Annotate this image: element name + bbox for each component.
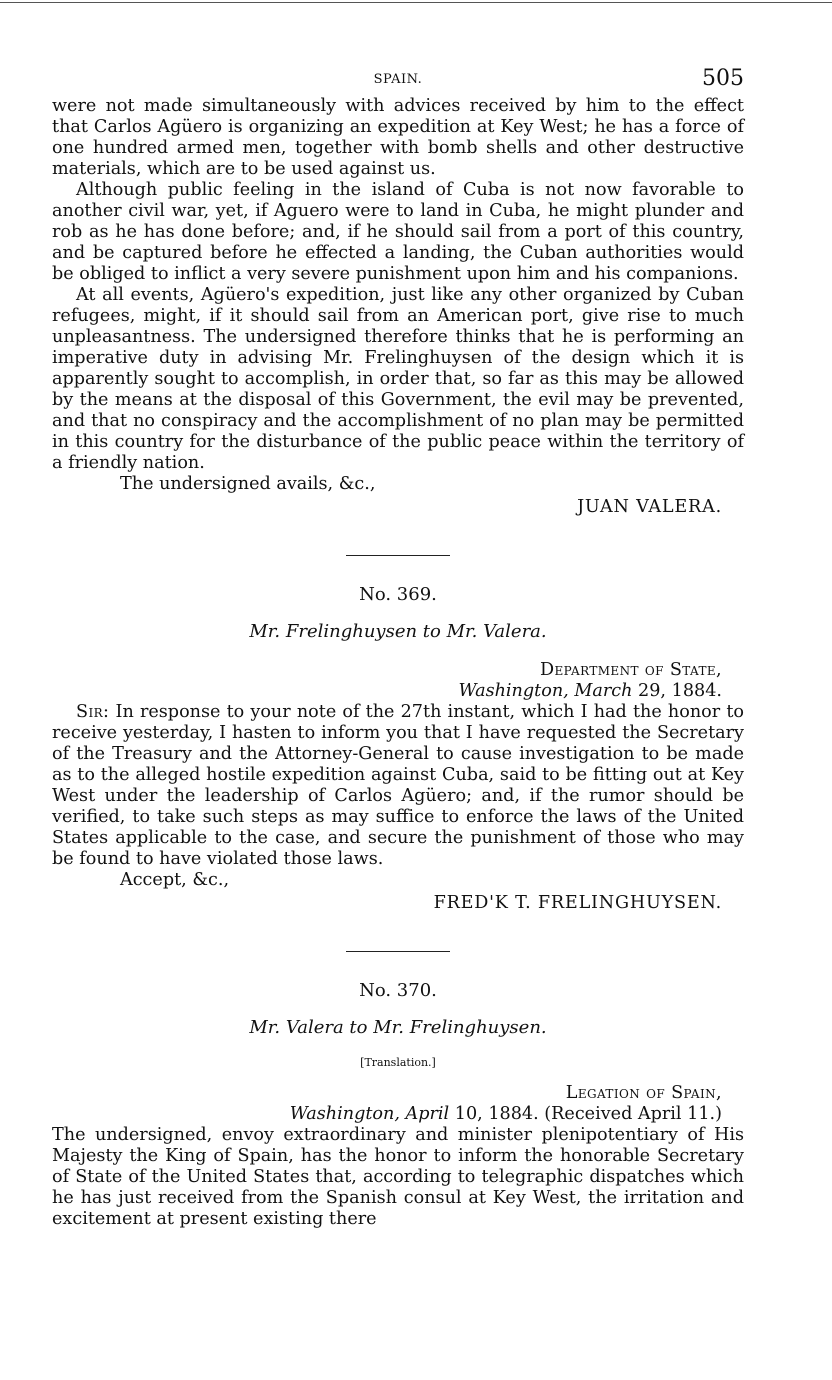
doc369-number: No. 369.	[359, 584, 437, 605]
doc370-translation-note: [Translation.]	[360, 1056, 436, 1069]
page-number: 505	[702, 66, 744, 91]
doc369-salutation: Sir:	[76, 702, 110, 722]
doc370-number: No. 370.	[359, 980, 437, 1001]
page-header	[52, 62, 744, 96]
doc368-signature: JUAN VALERA.	[577, 497, 722, 517]
doc369-office: Department of State,	[540, 660, 722, 680]
doc368-paragraph-1: were not made simultaneously with advices received by him to the effect that Carlos Agüero is organizing an expedition at Key West; he has a force of one hundred armed men, together with bomb shells and other destructive materials, which are to be used against us.	[52, 96, 744, 179]
doc369-dateline	[52, 660, 744, 702]
doc369-closing: Accept, &c.,	[120, 870, 230, 890]
doc368-closing: The undersigned avails, &c.,	[120, 474, 376, 494]
section-divider	[346, 555, 450, 556]
doc370-heading: Mr. Valera to Mr. Frelinghuysen.	[249, 1017, 547, 1038]
doc368-paragraph-2: Although public feeling in the island of Cuba is not now favorable to another civil war, yet, if Aguero were to land in Cuba, he might plunder and rob as he has done before; and, if he should sail from a port of this country, and be captured before he effected a landing, the Cuban authorities would be obliged to inflict a very severe punishment upon him and his companions.	[52, 180, 744, 284]
doc369-body: Sir: In response to your note of the 27th instant, which I had the honor to receive yesterday, I hasten to inform you that I have requested the Secretary of the Treasury and the Attorney-General to cause investigation to be made as to the alleged hostile expedition against Cuba, said to be fitting out at Key West under the leadership of Carlos Agüero; and, if the rumor should be verified, to take such steps as may suffice to enforce the laws of the United States applicable to the case, and secure the punishment of those who may be found to have violated those laws.	[52, 702, 744, 869]
doc369-heading: Mr. Frelinghuysen to Mr. Valera.	[249, 621, 547, 642]
doc368-paragraph-3: At all events, Agüero's expedition, just like any other organized by Cuban refugees, might, if it should sail from an American port, give rise to much unpleasantness. The undersigned therefore thinks that he is performing an imperative duty in advising Mr. Frelinghuysen of the design which it is apparently sought to accomplish, in order that, so far as this may be allowed by the means at the disposal of this Government, the evil may be prevented, and that no conspiracy and the accomplishment of no plan may be permitted in this country for the disturbance of the public peace within the territory of a friendly nation.	[52, 285, 744, 473]
doc370-date: Washington, April 10, 1884. (Received April 11.)	[289, 1104, 722, 1124]
doc370-body: The undersigned, envoy extraordinary and minister plenipotentiary of His Majesty the King of Spain, has the honor to inform the honorable Secretary of State of the United States that, according to telegraphic dispatches which he has just received from the Spanish consul at Key West, the irritation and excitement at present existing there	[52, 1125, 744, 1229]
doc370-dateline	[52, 1083, 744, 1125]
top-rule	[0, 2, 832, 3]
doc370-office: Legation of Spain,	[565, 1083, 722, 1103]
doc369-date: Washington, March 29, 1884.	[458, 681, 722, 701]
section-divider-2	[346, 951, 450, 952]
running-head: SPAIN.	[373, 72, 423, 87]
doc369-signature: FRED'K T. FRELINGHUYSEN.	[433, 893, 722, 913]
document-page	[52, 62, 744, 1230]
